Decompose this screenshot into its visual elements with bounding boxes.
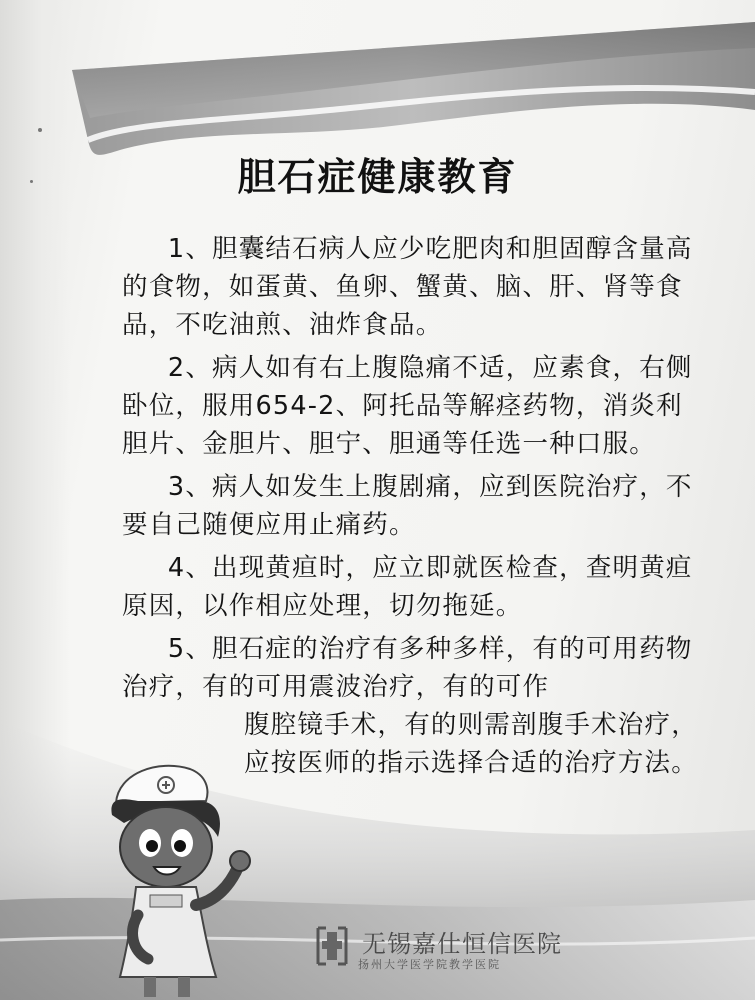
hospital-logo-icon (312, 922, 352, 970)
tip-5-part-2: 腹腔镜手术，有的则需剖腹手术治疗，应按医师的指示选择合适的治疗方法。 (244, 710, 698, 778)
page-title: 胆石症健康教育 (237, 155, 518, 199)
nurse-cartoon-icon (98, 755, 258, 1000)
hospital-subtitle: 扬州大学医学院教学医院 (358, 958, 501, 971)
tip-2: 2、病人如有右上腹隐痛不适，应素食，右侧卧位，服用654-2、阿托品等解痉药物，消炎利胆片、金胆片、胆宁、胆通等任选一种口服。 (122, 353, 693, 459)
tip-3: 3、病人如发生上腹剧痛，应到医院治疗，不要自己随便应用止痛药。 (122, 472, 693, 540)
hospital-name: 无锡嘉仕恒信医院 (362, 930, 562, 958)
tip-4: 4、出现黄疸时，应立即就医检查，查明黄疸原因，以作相应处理，切勿拖延。 (122, 553, 693, 621)
tip-5-part-1: 5、胆石症的治疗有多种多样，有的可用药物治疗，有的可用震波治疗，有的可作 (122, 634, 693, 702)
tip-1: 1、胆囊结石病人应少吃肥肉和胆固醇含量高的食物，如蛋黄、鱼卵、蟹黄、脑、肝、肾等食品，不吃油煎、油炸食品。 (122, 234, 693, 340)
hospital-logo (312, 918, 612, 978)
